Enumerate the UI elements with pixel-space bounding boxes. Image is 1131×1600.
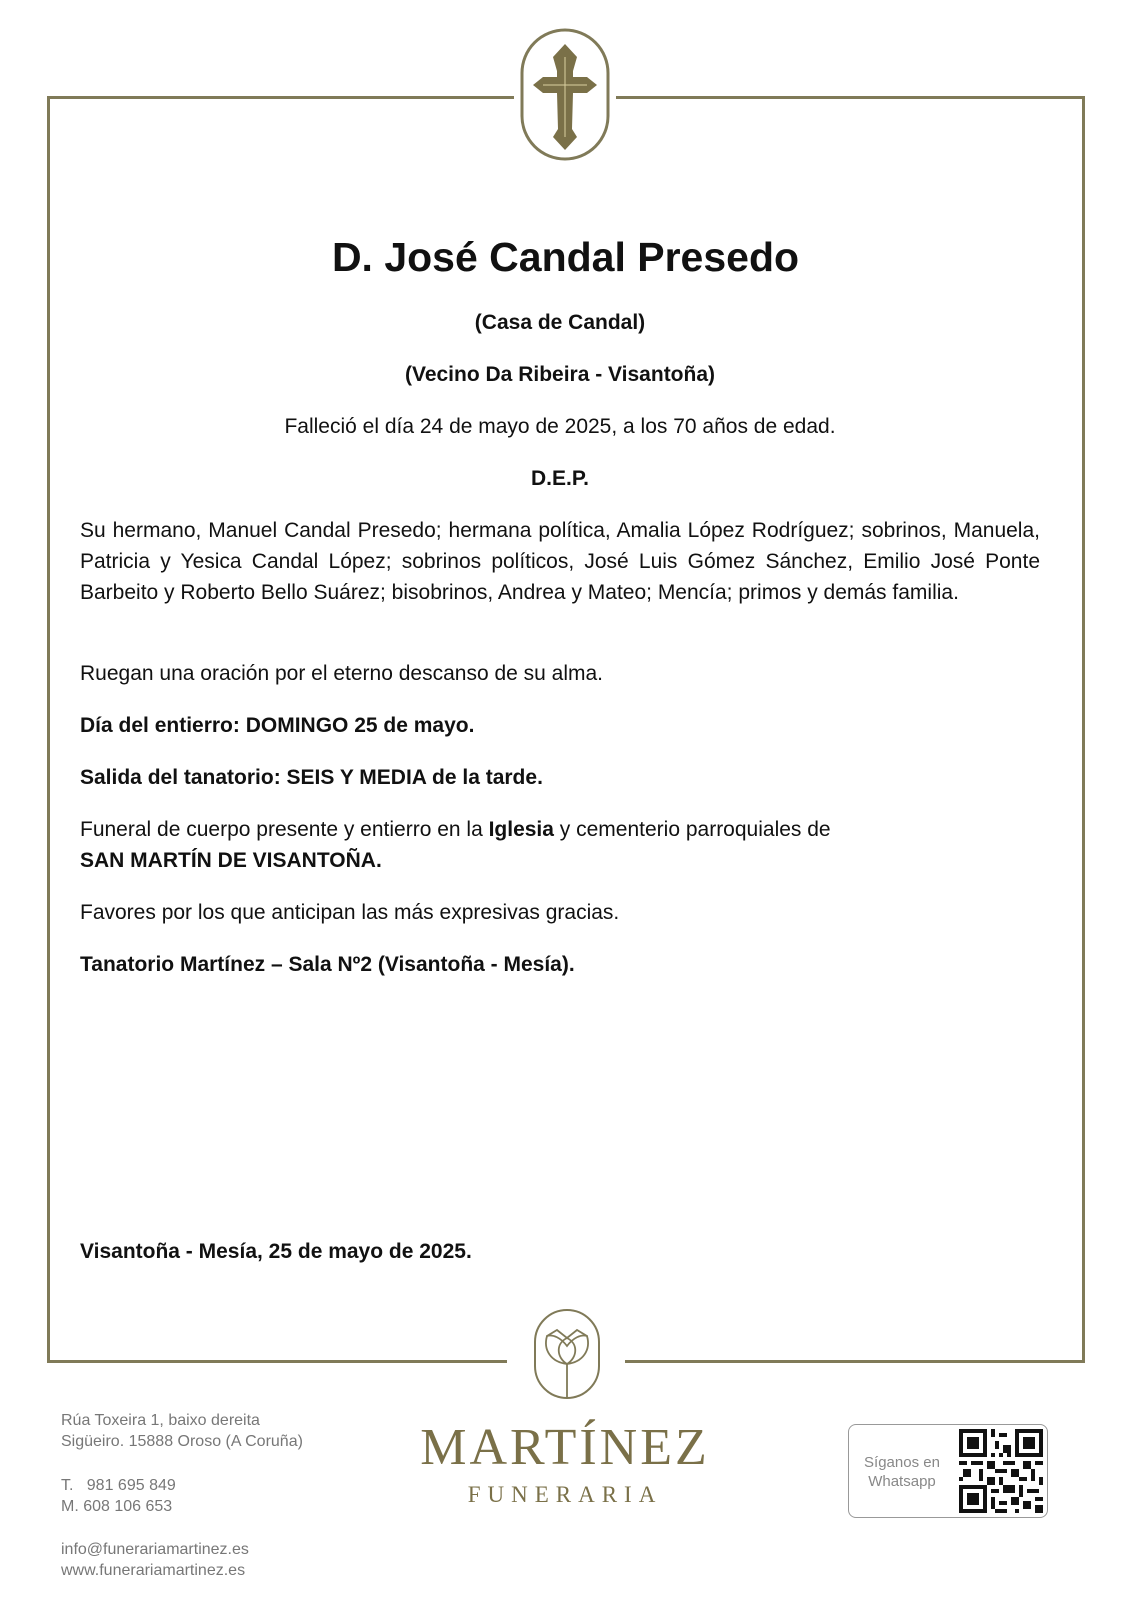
website-link[interactable]: www.funerariamartinez.es	[61, 1562, 246, 1579]
frame-border-bottom-right	[625, 1360, 1085, 1363]
funeral-church: Iglesia	[488, 818, 554, 841]
whatsapp-card[interactable]	[848, 1424, 1048, 1518]
burial-day: Día del entierro: DOMINGO 25 de mayo.	[80, 714, 475, 737]
lotus-icon	[533, 1308, 601, 1400]
frame-border-right	[1082, 96, 1085, 1363]
departure-time: Salida del tanatorio: SEIS Y MEDIA de la tarde.	[80, 766, 543, 789]
thanks: Favores por los que anticipan las más expresivas gracias.	[80, 901, 620, 924]
funeral-text-part1: Funeral de cuerpo presente y entierro en la	[80, 818, 489, 841]
mobile: M. 608 106 653	[61, 1498, 173, 1515]
cross-icon	[519, 27, 611, 162]
frame-border-top-right	[616, 96, 1085, 99]
frame-border-top-left	[47, 96, 514, 99]
prayer: Ruegan una oración por el eterno descanso de su alma.	[80, 662, 604, 685]
funeral-home: Tanatorio Martínez – Sala Nº2 (Visantoña - Mesía).	[80, 953, 575, 976]
place-date: Visantoña - Mesía, 25 de mayo de 2025.	[80, 1240, 472, 1263]
frame-border-left	[47, 96, 50, 1363]
residence: (Vecino Da Ribeira - Visantoña)	[404, 363, 716, 386]
whatsapp-label-line1: Síganos en	[864, 1454, 940, 1471]
family-list: Su hermano, Manuel Candal Presedo; hermana política, Amalia López Rodríguez; sobrinos, Manuela, Patricia y Yesica Candal López; sobrinos políticos, José Luis Gómez Sánchez, Emilio José Ponte Barbeito y Roberto Bello Suárez; bisobrinos, Andrea y Mateo; Mencía; primos y demás familia.	[80, 519, 1040, 604]
phone: T. 981 695 849	[61, 1477, 176, 1494]
address-line-1: Rúa Toxeira 1, baixo dereita	[61, 1412, 260, 1429]
address-line-2: Sigüeiro. 15888 Oroso (A Coruña)	[61, 1433, 303, 1450]
death-notice: Falleció el día 24 de mayo de 2025, a los 70 años de edad.	[284, 415, 836, 438]
qr-code-icon[interactable]	[959, 1429, 1043, 1513]
whatsapp-label-line2: Whatsapp	[868, 1473, 936, 1490]
email-link[interactable]: info@funerariamartinez.es	[61, 1541, 249, 1558]
whatsapp-label	[861, 1453, 943, 1491]
funeral-text-part2: y cementerio parroquiales de	[553, 818, 831, 841]
funeral-place: SAN MARTÍN DE VISANTOÑA.	[80, 849, 382, 872]
brand-subtitle: FUNERARIA	[467, 1482, 663, 1507]
frame-border-bottom-left	[47, 1360, 507, 1363]
rip: D.E.P.	[531, 467, 589, 490]
alias: (Casa de Candal)	[474, 311, 646, 334]
funeral-info	[80, 814, 960, 876]
deceased-name: D. José Candal Presedo	[331, 234, 800, 280]
brand-name: MARTÍNEZ	[420, 1419, 710, 1476]
